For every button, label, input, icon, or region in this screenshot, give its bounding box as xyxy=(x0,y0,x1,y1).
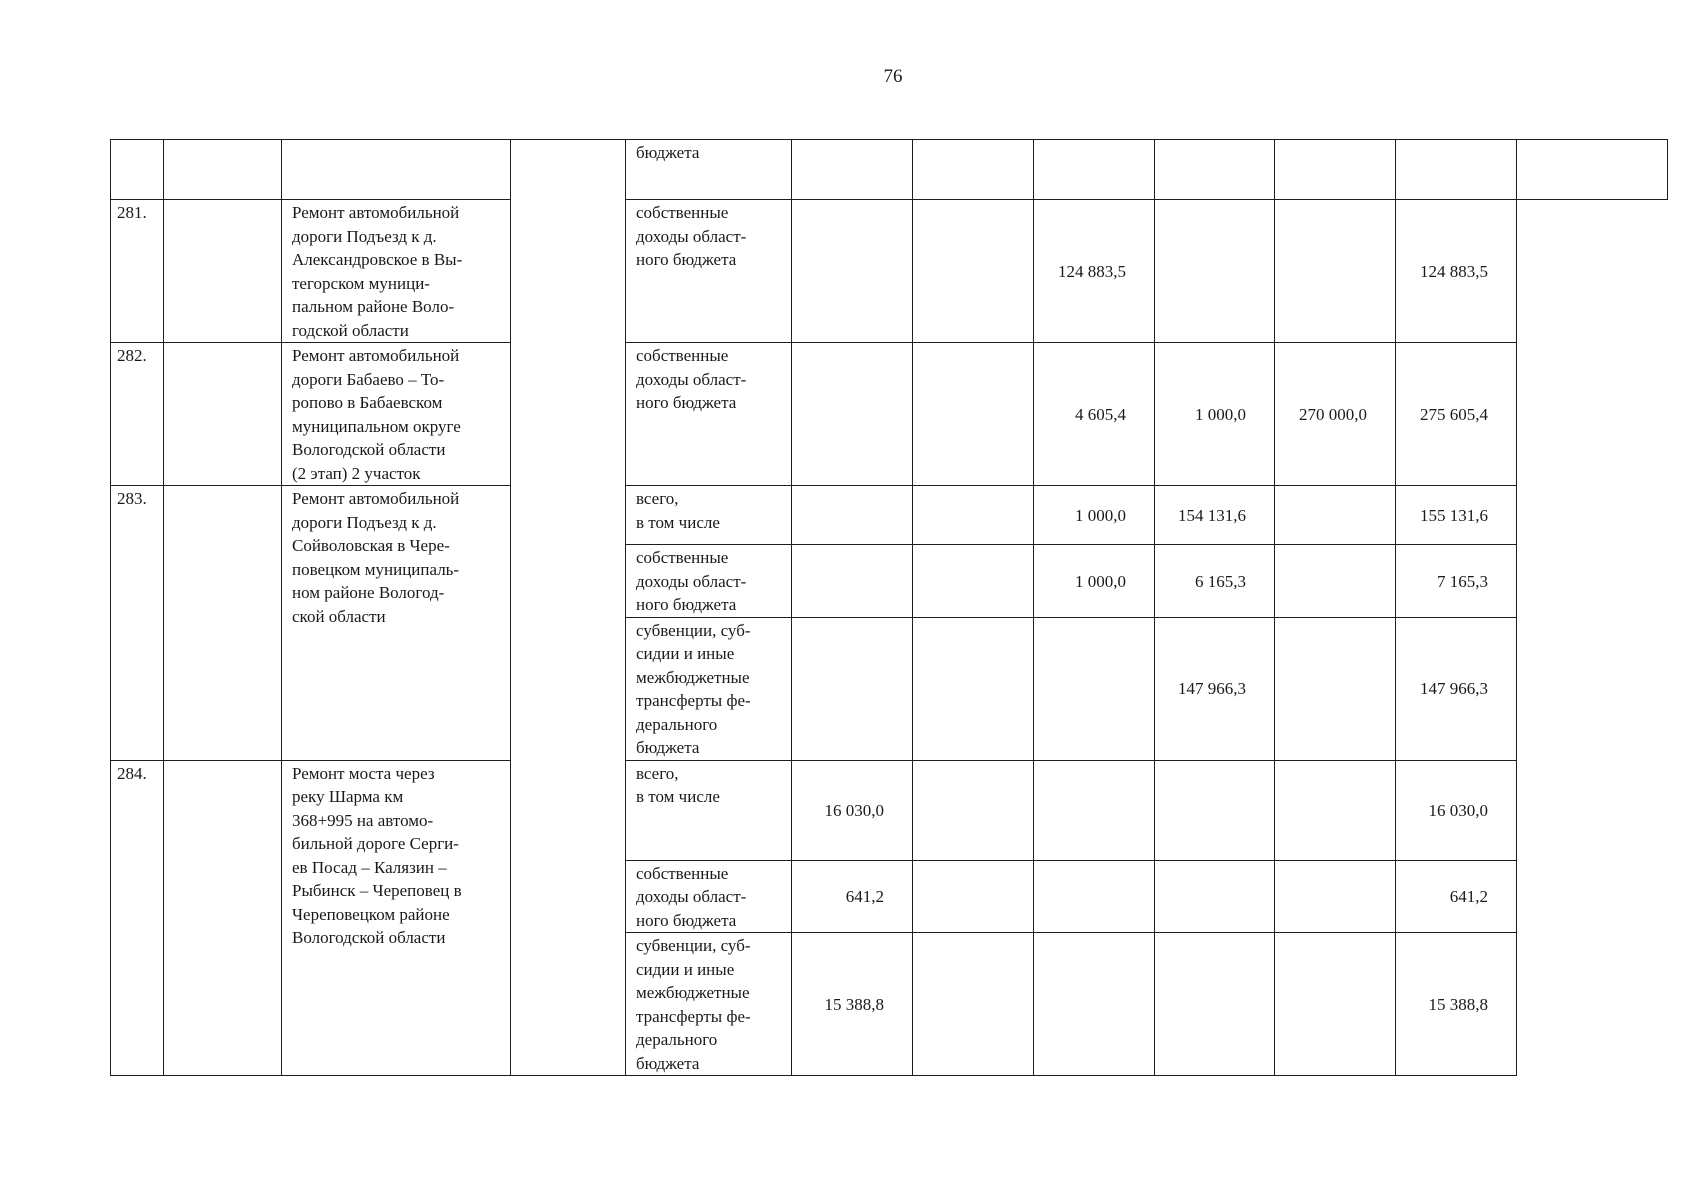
total-cell: 275 605,4 xyxy=(1396,343,1517,486)
value-cell: 6 165,3 xyxy=(1155,545,1275,618)
row-index: 281. xyxy=(117,203,147,222)
funding-source: собственные доходы област- ного бюджета xyxy=(636,346,747,412)
value-cell xyxy=(1155,760,1275,860)
object-name: Ремонт автомобильной дороги Бабаево – То- ропово в Бабаевском муниципальном округе Вологодской области (2 этап) 2 участок xyxy=(292,346,461,483)
table-row xyxy=(111,140,1668,200)
total-cell: 124 883,5 xyxy=(1396,200,1517,343)
funding-source: всего, в том числе xyxy=(636,489,720,532)
total-cell: 15 388,8 xyxy=(1396,933,1517,1076)
value-cell xyxy=(913,760,1034,860)
value-cell xyxy=(1275,933,1396,1076)
value-cell xyxy=(1034,860,1155,933)
value-cell xyxy=(1155,933,1275,1076)
value-cell xyxy=(1275,545,1396,618)
row-index: 283. xyxy=(117,489,147,508)
funding-source: субвенции, суб- сидии и иные межбюджетные трансферты фе- дерального бюджета xyxy=(636,936,751,1073)
page-number: 76 xyxy=(883,66,903,87)
value-cell xyxy=(1275,860,1396,933)
table-row xyxy=(111,486,1668,545)
total-cell: 641,2 xyxy=(1396,860,1517,933)
value-cell xyxy=(1155,200,1275,343)
object-name: Ремонт автомобильной дороги Подъезд к д. Александровское в Вы- тегорском муници- пальном районе Воло- годской области xyxy=(292,203,463,340)
row-index: 284. xyxy=(117,763,147,783)
value-cell xyxy=(792,617,913,760)
value-cell xyxy=(913,545,1034,618)
value-cell: 147 966,3 xyxy=(1155,617,1275,760)
value-cell xyxy=(1275,760,1396,860)
row-index: 282. xyxy=(117,346,147,365)
value-cell xyxy=(913,486,1034,545)
table-row xyxy=(111,343,1668,486)
value-cell xyxy=(1275,486,1396,545)
value-cell xyxy=(1155,860,1275,933)
value-cell xyxy=(1034,760,1155,860)
value-cell xyxy=(1034,933,1155,1076)
value-cell: 124 883,5 xyxy=(1034,200,1155,343)
funding-source: бюджета xyxy=(636,143,700,162)
total-cell: 7 165,3 xyxy=(1396,545,1517,618)
funding-source: субвенции, суб- сидии и иные межбюджетные трансферты фе- дерального бюджета xyxy=(636,620,751,757)
total-cell: 147 966,3 xyxy=(1396,617,1517,760)
table-row xyxy=(111,760,1668,860)
funding-source: собственные доходы област- ного бюджета xyxy=(636,863,747,930)
value-cell xyxy=(792,200,913,343)
value-cell: 154 131,6 xyxy=(1155,486,1275,545)
funding-source: собственные доходы област- ного бюджета xyxy=(636,203,747,269)
value-cell: 1 000,0 xyxy=(1034,486,1155,545)
budget-table xyxy=(110,139,1668,1076)
funding-source: всего, в том числе xyxy=(636,763,720,806)
total-cell: 155 131,6 xyxy=(1396,486,1517,545)
value-cell: 15 388,8 xyxy=(792,933,913,1076)
value-cell xyxy=(1275,617,1396,760)
value-cell: 4 605,4 xyxy=(1034,343,1155,486)
object-name: Ремонт автомобильной дороги Подъезд к д. Сойволовская в Чере- повецком муниципаль- ном районе Вологод- ской области xyxy=(292,489,460,626)
value-cell xyxy=(913,200,1034,343)
table-row xyxy=(111,200,1668,343)
total-cell: 16 030,0 xyxy=(1396,760,1517,860)
funding-source: собственные доходы област- ного бюджета xyxy=(636,548,747,614)
value-cell: 16 030,0 xyxy=(792,760,913,860)
value-cell xyxy=(913,343,1034,486)
value-cell xyxy=(913,933,1034,1076)
object-name: Ремонт моста через реку Шарма км 368+995 на автомо- бильной дороге Серги- ев Посад – Калязин – Рыбинск – Череповец в Череповецком районе Вологодской области xyxy=(292,763,462,947)
value-cell: 270 000,0 xyxy=(1275,343,1396,486)
value-cell xyxy=(913,617,1034,760)
value-cell xyxy=(1034,617,1155,760)
value-cell xyxy=(792,343,913,486)
value-cell xyxy=(792,486,913,545)
value-cell xyxy=(913,860,1034,933)
value-cell: 641,2 xyxy=(792,860,913,933)
value-cell: 1 000,0 xyxy=(1034,545,1155,618)
value-cell: 1 000,0 xyxy=(1155,343,1275,486)
value-cell xyxy=(792,545,913,618)
value-cell xyxy=(1275,200,1396,343)
executor-cell xyxy=(511,140,626,1076)
